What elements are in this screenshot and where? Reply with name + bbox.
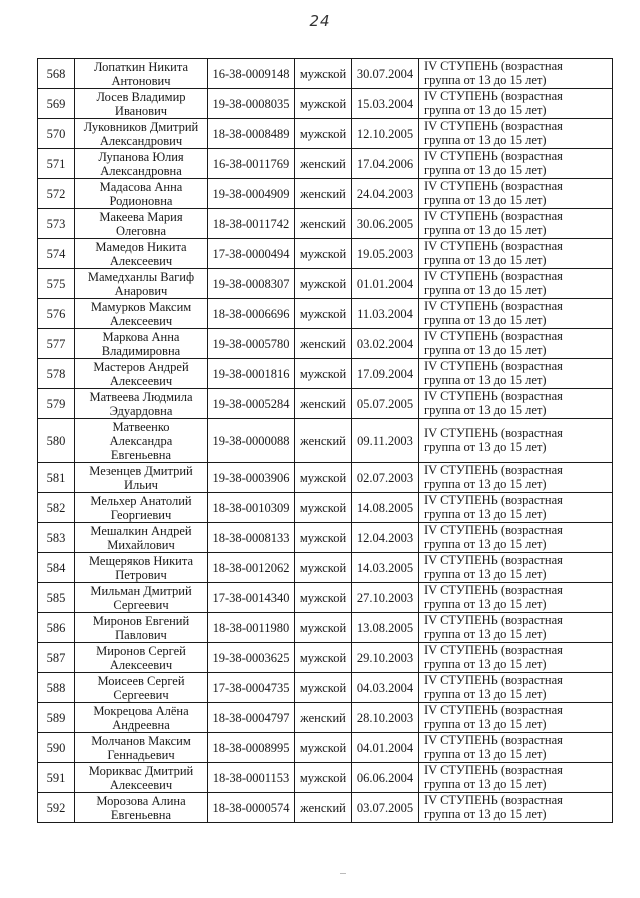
stage-line-2: группа от 13 до 15 лет) [424, 372, 547, 387]
full-name-cell [75, 149, 208, 179]
stage-cell [419, 553, 613, 583]
row-number-cell: 569 [38, 89, 75, 119]
full-name-line-2: Родионовна [109, 193, 173, 208]
stage-line-1: IV СТУПЕНЬ (возрастная [424, 673, 563, 687]
stage-line-1: IV СТУПЕНЬ (возрастная [424, 299, 563, 313]
full-name-line-2: Андреевна [112, 717, 170, 732]
full-name-line-1: Мокрецова Алёна [93, 703, 189, 718]
stage-line-1: IV СТУПЕНЬ (возрастная [424, 269, 563, 283]
full-name-line-1: Мильман Дмитрий [90, 583, 192, 598]
gender-cell: мужской [295, 523, 352, 553]
full-name-line-2: Анарович [114, 283, 168, 298]
stage-line-1: IV СТУПЕНЬ (возрастная [424, 643, 563, 657]
table-row [38, 179, 613, 209]
stage-line-2: группа от 13 до 15 лет) [424, 476, 547, 491]
birth-date-cell: 06.06.2004 [352, 763, 419, 793]
row-number-cell: 577 [38, 329, 75, 359]
full-name-cell [75, 703, 208, 733]
stage-line-1: IV СТУПЕНЬ (возрастная [424, 389, 563, 403]
birth-date-cell: 30.06.2005 [352, 209, 419, 239]
birth-date-cell: 05.07.2005 [352, 389, 419, 419]
birth-date-cell: 17.04.2006 [352, 149, 419, 179]
full-name-line-2: Александра [109, 433, 173, 448]
birth-date-cell: 02.07.2003 [352, 463, 419, 493]
full-name-cell [75, 673, 208, 703]
gender-cell: женский [295, 179, 352, 209]
table-row [38, 583, 613, 613]
full-name-line-1: Мастеров Андрей [93, 359, 189, 374]
gender-cell: женский [295, 389, 352, 419]
gender-cell: мужской [295, 733, 352, 763]
stage-line-1: IV СТУПЕНЬ (возрастная [424, 119, 563, 133]
stage-cell [419, 733, 613, 763]
uin-cell: 18-38-0008133 [208, 523, 295, 553]
scan-mark [340, 873, 346, 874]
uin-cell: 19-38-0004909 [208, 179, 295, 209]
row-number-cell: 575 [38, 269, 75, 299]
gender-cell: женский [295, 329, 352, 359]
uin-cell: 19-38-0005780 [208, 329, 295, 359]
uin-cell: 17-38-0014340 [208, 583, 295, 613]
row-number-cell: 580 [38, 419, 75, 463]
gender-cell: мужской [295, 359, 352, 389]
full-name-cell [75, 419, 208, 463]
birth-date-cell: 04.03.2004 [352, 673, 419, 703]
full-name-line-2: Антонович [111, 73, 171, 88]
row-number-cell: 571 [38, 149, 75, 179]
stage-line-1: IV СТУПЕНЬ (возрастная [424, 613, 563, 627]
table-row [38, 149, 613, 179]
stage-line-2: группа от 13 до 15 лет) [424, 716, 547, 731]
full-name-line-1: Мамурков Максим [90, 299, 192, 314]
page-number: 24 [309, 12, 331, 30]
stage-cell [419, 613, 613, 643]
stage-line-2: группа от 13 до 15 лет) [424, 402, 547, 417]
table-row [38, 463, 613, 493]
row-number-cell: 590 [38, 733, 75, 763]
stage-line-1: IV СТУПЕНЬ (возрастная [424, 59, 563, 73]
gender-cell: мужской [295, 463, 352, 493]
uin-cell: 18-38-0004797 [208, 703, 295, 733]
birth-date-cell: 03.07.2005 [352, 793, 419, 823]
birth-date-cell: 28.10.2003 [352, 703, 419, 733]
full-name-cell [75, 463, 208, 493]
gender-cell: мужской [295, 239, 352, 269]
stage-line-1: IV СТУПЕНЬ (возрастная [424, 733, 563, 747]
full-name-line-1: Лупанова Юлия [98, 149, 184, 164]
full-name-line-1: Морикваc Дмитрий [88, 763, 194, 778]
stage-line-2: группа от 13 до 15 лет) [424, 656, 547, 671]
stage-line-2: группа от 13 до 15 лет) [424, 282, 547, 297]
table-row [38, 419, 613, 463]
full-name-line-1: Лосев Владимир [96, 89, 186, 104]
full-name-line-2: Ильич [124, 477, 158, 492]
table-row [38, 763, 613, 793]
full-name-cell [75, 179, 208, 209]
stage-line-2: группа от 13 до 15 лет) [424, 746, 547, 761]
stage-cell [419, 149, 613, 179]
stage-line-1: IV СТУПЕНЬ (возрастная [424, 209, 563, 223]
full-name-line-2: Алексеевич [109, 657, 173, 672]
stage-line-2: группа от 13 до 15 лет) [424, 686, 547, 701]
table-row [38, 703, 613, 733]
row-number-cell: 583 [38, 523, 75, 553]
participants-table-body [38, 59, 613, 823]
full-name-cell [75, 493, 208, 523]
uin-cell: 19-38-0008307 [208, 269, 295, 299]
full-name-line-1: Мешалкин Андрей [90, 523, 192, 538]
full-name-cell [75, 209, 208, 239]
birth-date-cell: 12.04.2003 [352, 523, 419, 553]
stage-cell [419, 493, 613, 523]
uin-cell: 19-38-0005284 [208, 389, 295, 419]
gender-cell: мужской [295, 613, 352, 643]
table-row [38, 329, 613, 359]
table-row [38, 299, 613, 329]
full-name-line-1: Мельхер Анатолий [90, 493, 192, 508]
full-name-cell [75, 389, 208, 419]
stage-line-2: группа от 13 до 15 лет) [424, 102, 547, 117]
table-row [38, 269, 613, 299]
full-name-cell [75, 793, 208, 823]
full-name-line-1: Мещеряков Никита [88, 553, 194, 568]
row-number-cell: 572 [38, 179, 75, 209]
full-name-line-1: Молчанов Максим [91, 733, 191, 748]
full-name-cell [75, 583, 208, 613]
uin-cell: 17-38-0004735 [208, 673, 295, 703]
birth-date-cell: 04.01.2004 [352, 733, 419, 763]
stage-cell [419, 299, 613, 329]
row-number-cell: 591 [38, 763, 75, 793]
birth-date-cell: 15.03.2004 [352, 89, 419, 119]
birth-date-cell: 01.01.2004 [352, 269, 419, 299]
gender-cell: мужской [295, 493, 352, 523]
stage-cell [419, 419, 613, 463]
table-row [38, 493, 613, 523]
full-name-line-2: Геннадьевич [107, 747, 175, 762]
full-name-line-2: Алексеевич [109, 313, 173, 328]
gender-cell: женский [295, 209, 352, 239]
full-name-cell [75, 269, 208, 299]
row-number-cell: 588 [38, 673, 75, 703]
full-name-line-1: Макеева Мария [99, 209, 183, 224]
row-number-cell: 589 [38, 703, 75, 733]
stage-line-1: IV СТУПЕНЬ (возрастная [424, 793, 563, 807]
stage-line-2: группа от 13 до 15 лет) [424, 252, 547, 267]
gender-cell: мужской [295, 269, 352, 299]
full-name-line-1: Матвеенко [112, 419, 170, 434]
gender-cell: мужской [295, 583, 352, 613]
gender-cell: мужской [295, 119, 352, 149]
stage-line-2: группа от 13 до 15 лет) [424, 72, 547, 87]
full-name-line-3: Евгеньевна [110, 447, 172, 462]
birth-date-cell: 30.07.2004 [352, 59, 419, 89]
birth-date-cell: 11.03.2004 [352, 299, 419, 329]
full-name-line-2: Евгеньевна [110, 807, 172, 822]
full-name-line-2: Александрович [99, 133, 183, 148]
uin-cell: 19-38-0000088 [208, 419, 295, 463]
gender-cell: женский [295, 419, 352, 463]
full-name-line-2: Петрович [115, 567, 167, 582]
row-number-cell: 578 [38, 359, 75, 389]
full-name-line-2: Георгиевич [110, 507, 172, 522]
stage-cell [419, 89, 613, 119]
birth-date-cell: 09.11.2003 [352, 419, 419, 463]
full-name-line-2: Алексеевич [109, 777, 173, 792]
birth-date-cell: 17.09.2004 [352, 359, 419, 389]
stage-line-2: группа от 13 до 15 лет) [424, 776, 547, 791]
gender-cell: мужской [295, 643, 352, 673]
stage-cell [419, 793, 613, 823]
full-name-line-1: Маркова Анна [102, 329, 180, 344]
stage-line-2: группа от 13 до 15 лет) [424, 162, 547, 177]
full-name-cell [75, 59, 208, 89]
birth-date-cell: 13.08.2005 [352, 613, 419, 643]
full-name-line-2: Павлович [115, 627, 167, 642]
table-row [38, 59, 613, 89]
stage-cell [419, 119, 613, 149]
row-number-cell: 574 [38, 239, 75, 269]
full-name-line-1: Луковников Дмитрий [83, 119, 199, 134]
uin-cell: 18-38-0011980 [208, 613, 295, 643]
birth-date-cell: 29.10.2003 [352, 643, 419, 673]
full-name-cell [75, 329, 208, 359]
stage-line-2: группа от 13 до 15 лет) [424, 222, 547, 237]
full-name-line-1: Матвеева Людмила [89, 389, 193, 404]
stage-line-1: IV СТУПЕНЬ (возрастная [424, 583, 563, 597]
stage-line-2: группа от 13 до 15 лет) [424, 506, 547, 521]
full-name-cell [75, 763, 208, 793]
uin-cell: 16-38-0011769 [208, 149, 295, 179]
full-name-line-2: Алексеевич [109, 373, 173, 388]
uin-cell: 18-38-0010309 [208, 493, 295, 523]
stage-line-2: группа от 13 до 15 лет) [424, 192, 547, 207]
row-number-cell: 592 [38, 793, 75, 823]
full-name-line-2: Сергеевич [113, 597, 169, 612]
stage-cell [419, 523, 613, 553]
stage-line-1: IV СТУПЕНЬ (возрастная [424, 763, 563, 777]
row-number-cell: 587 [38, 643, 75, 673]
row-number-cell: 582 [38, 493, 75, 523]
gender-cell: женский [295, 703, 352, 733]
uin-cell: 19-38-0008035 [208, 89, 295, 119]
stage-cell [419, 239, 613, 269]
stage-line-2: группа от 13 до 15 лет) [424, 626, 547, 641]
stage-cell [419, 359, 613, 389]
gender-cell: женский [295, 149, 352, 179]
row-number-cell: 579 [38, 389, 75, 419]
stage-line-2: группа от 13 до 15 лет) [424, 806, 547, 821]
stage-line-1: IV СТУПЕНЬ (возрастная [424, 329, 563, 343]
table-row [38, 553, 613, 583]
uin-cell: 18-38-0008489 [208, 119, 295, 149]
full-name-line-2: Олеговна [115, 223, 167, 238]
uin-cell: 19-38-0001816 [208, 359, 295, 389]
table-row [38, 119, 613, 149]
uin-cell: 19-38-0003906 [208, 463, 295, 493]
full-name-line-2: Эдуардовна [109, 403, 173, 418]
uin-cell: 18-38-0012062 [208, 553, 295, 583]
uin-cell: 17-38-0000494 [208, 239, 295, 269]
uin-cell: 18-38-0011742 [208, 209, 295, 239]
full-name-line-2: Сергеевич [113, 687, 169, 702]
table-row [38, 733, 613, 763]
stage-line-2: группа от 13 до 15 лет) [424, 566, 547, 581]
full-name-line-1: Мезенцев Дмитрий [89, 463, 193, 478]
stage-line-2: группа от 13 до 15 лет) [424, 596, 547, 611]
stage-cell [419, 209, 613, 239]
table-row [38, 209, 613, 239]
row-number-cell: 570 [38, 119, 75, 149]
full-name-line-2: Иванович [114, 103, 168, 118]
full-name-line-1: Лопаткин Никита [93, 59, 188, 74]
table-row [38, 89, 613, 119]
participants-table [37, 58, 613, 823]
stage-cell [419, 269, 613, 299]
uin-cell: 18-38-0000574 [208, 793, 295, 823]
stage-cell [419, 673, 613, 703]
uin-cell: 18-38-0001153 [208, 763, 295, 793]
birth-date-cell: 14.03.2005 [352, 553, 419, 583]
stage-line-2: группа от 13 до 15 лет) [424, 536, 547, 551]
table-row [38, 673, 613, 703]
uin-cell: 18-38-0008995 [208, 733, 295, 763]
full-name-cell [75, 89, 208, 119]
birth-date-cell: 27.10.2003 [352, 583, 419, 613]
stage-line-1: IV СТУПЕНЬ (возрастная [424, 149, 563, 163]
stage-line-2: группа от 13 до 15 лет) [424, 439, 547, 454]
gender-cell: мужской [295, 299, 352, 329]
row-number-cell: 585 [38, 583, 75, 613]
stage-line-2: группа от 13 до 15 лет) [424, 312, 547, 327]
stage-line-1: IV СТУПЕНЬ (возрастная [424, 463, 563, 477]
row-number-cell: 581 [38, 463, 75, 493]
full-name-cell [75, 613, 208, 643]
full-name-cell [75, 553, 208, 583]
full-name-cell [75, 239, 208, 269]
row-number-cell: 584 [38, 553, 75, 583]
table-row [38, 239, 613, 269]
row-number-cell: 573 [38, 209, 75, 239]
row-number-cell: 568 [38, 59, 75, 89]
stage-line-1: IV СТУПЕНЬ (возрастная [424, 359, 563, 373]
full-name-line-1: Морозова Алина [96, 793, 186, 808]
stage-line-1: IV СТУПЕНЬ (возрастная [424, 703, 563, 717]
stage-line-2: группа от 13 до 15 лет) [424, 342, 547, 357]
stage-cell [419, 329, 613, 359]
full-name-cell [75, 643, 208, 673]
full-name-cell [75, 359, 208, 389]
full-name-line-1: Миронов Евгений [92, 613, 190, 628]
row-number-cell: 586 [38, 613, 75, 643]
birth-date-cell: 24.04.2003 [352, 179, 419, 209]
full-name-line-2: Владимировна [101, 343, 181, 358]
stage-cell [419, 583, 613, 613]
stage-line-1: IV СТУПЕНЬ (возрастная [424, 239, 563, 253]
full-name-line-2: Михайлович [107, 537, 175, 552]
full-name-cell [75, 733, 208, 763]
full-name-line-1: Мадасова Анна [99, 179, 183, 194]
gender-cell: мужской [295, 89, 352, 119]
row-number-cell: 576 [38, 299, 75, 329]
uin-cell: 19-38-0003625 [208, 643, 295, 673]
birth-date-cell: 03.02.2004 [352, 329, 419, 359]
stage-line-1: IV СТУПЕНЬ (возрастная [424, 179, 563, 193]
table-row [38, 359, 613, 389]
stage-cell [419, 179, 613, 209]
table-row [38, 613, 613, 643]
stage-line-1: IV СТУПЕНЬ (возрастная [424, 493, 563, 507]
stage-line-1: IV СТУПЕНЬ (возрастная [424, 523, 563, 537]
gender-cell: мужской [295, 673, 352, 703]
full-name-line-1: Мамедов Никита [95, 239, 187, 254]
birth-date-cell: 12.10.2005 [352, 119, 419, 149]
full-name-line-2: Алексеевич [109, 253, 173, 268]
stage-cell [419, 643, 613, 673]
gender-cell: мужской [295, 553, 352, 583]
uin-cell: 16-38-0009148 [208, 59, 295, 89]
stage-line-1: IV СТУПЕНЬ (возрастная [424, 553, 563, 567]
gender-cell: мужской [295, 763, 352, 793]
full-name-cell [75, 119, 208, 149]
birth-date-cell: 14.08.2005 [352, 493, 419, 523]
birth-date-cell: 19.05.2003 [352, 239, 419, 269]
stage-line-2: группа от 13 до 15 лет) [424, 132, 547, 147]
stage-line-1: IV СТУПЕНЬ (возрастная [424, 426, 563, 440]
stage-cell [419, 463, 613, 493]
full-name-line-1: Мамедханлы Вагиф [87, 269, 195, 284]
stage-cell [419, 703, 613, 733]
full-name-line-1: Моисеев Сергей [97, 673, 185, 688]
table-row [38, 793, 613, 823]
gender-cell: мужской [295, 59, 352, 89]
participants-table-wrapper [37, 58, 613, 823]
table-row [38, 523, 613, 553]
table-row [38, 643, 613, 673]
stage-cell [419, 763, 613, 793]
full-name-cell [75, 299, 208, 329]
stage-cell [419, 389, 613, 419]
uin-cell: 18-38-0006696 [208, 299, 295, 329]
table-row [38, 389, 613, 419]
stage-cell [419, 59, 613, 89]
gender-cell: женский [295, 793, 352, 823]
full-name-line-1: Миронов Сергей [96, 643, 186, 658]
full-name-line-2: Александровна [100, 163, 182, 178]
stage-line-1: IV СТУПЕНЬ (возрастная [424, 89, 563, 103]
full-name-cell [75, 523, 208, 553]
